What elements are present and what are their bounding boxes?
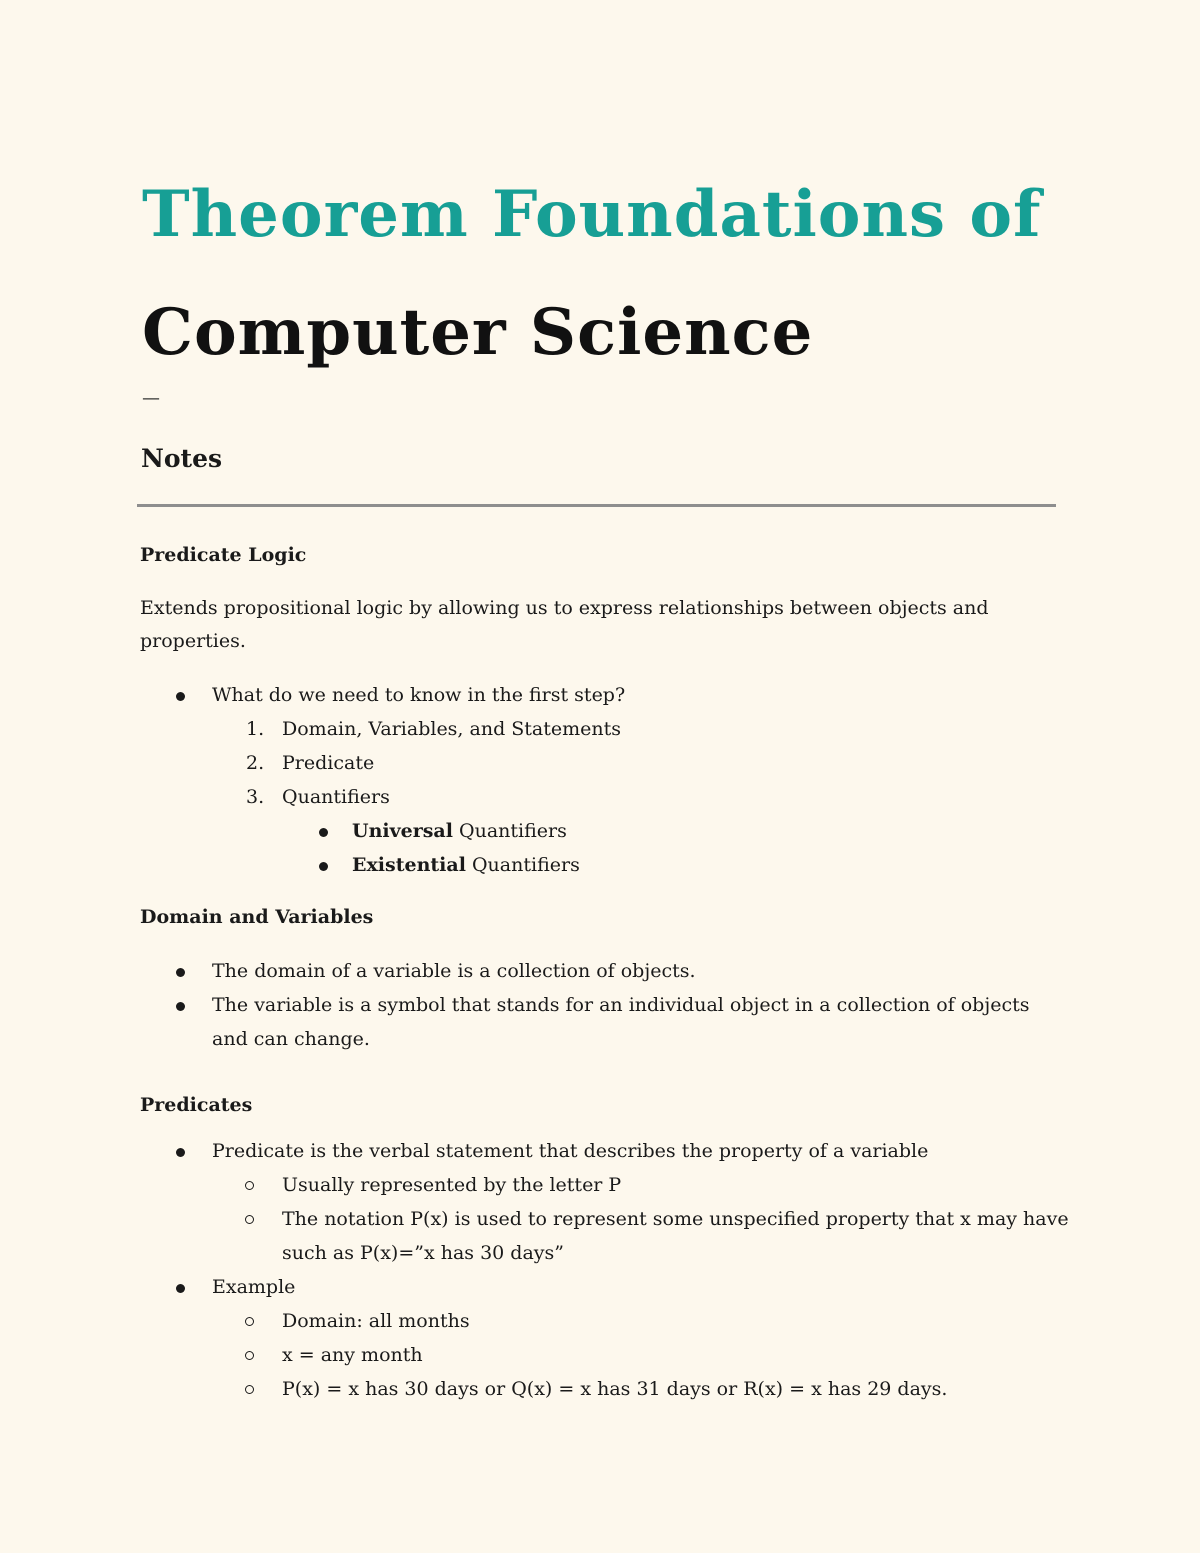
bullet-icon <box>319 862 328 871</box>
horizontal-divider <box>137 504 1056 507</box>
title-dash: — <box>142 388 160 409</box>
list-item <box>246 746 1070 780</box>
circle-bullet-icon <box>245 1351 254 1360</box>
title-line-2: Computer Science <box>142 295 814 370</box>
quantifier-rest: Quantifiers <box>459 820 567 842</box>
item-text: The variable is a symbol that stands for an individual object in a collection of objects and can change. <box>212 994 1030 1050</box>
quantifier-rest: Quantifiers <box>471 854 580 876</box>
quantifier-bold: Existential <box>352 854 466 876</box>
predicate-logic-description: Extends propositional logic by allowing us to express relationships between objects and properties. <box>140 597 989 652</box>
circle-bullet-icon <box>245 1181 254 1190</box>
item-text: The domain of a variable is a collection of objects. <box>212 960 696 982</box>
circle-bullet-icon <box>245 1385 254 1394</box>
item-text: x = any month <box>282 1344 423 1366</box>
list-item <box>246 780 1070 882</box>
predicate-logic-list <box>140 678 1070 882</box>
notes-content <box>140 538 1070 1406</box>
step-text: Predicate <box>282 752 375 774</box>
list-item <box>282 1168 1070 1202</box>
list-item <box>282 1338 1070 1372</box>
bullet-icon <box>176 1284 185 1293</box>
steps-list <box>212 712 1070 882</box>
predicates-heading: Predicates <box>140 1094 253 1116</box>
bullet-icon <box>176 1148 185 1157</box>
list-item <box>212 678 1070 882</box>
list-item <box>212 988 1070 1056</box>
item-text: Usually represented by the letter P <box>282 1174 622 1196</box>
list-item <box>212 1270 1070 1406</box>
step-number: 3. <box>246 786 265 808</box>
step-number: 1. <box>246 718 265 740</box>
predicate-logic-heading: Predicate Logic <box>140 544 307 566</box>
domain-variables-list <box>140 954 1070 1056</box>
item-text: The notation P(x) is used to represent some unspecified property that x may have such as P(x)=”x has 30 days” <box>282 1208 1069 1264</box>
step-text: Quantifiers <box>282 786 390 808</box>
notes-heading: Notes <box>141 444 223 473</box>
list-item <box>282 1372 1070 1406</box>
bullet-icon <box>176 1002 185 1011</box>
list-item <box>212 1134 1070 1270</box>
example-sublist <box>212 1304 1070 1406</box>
list-item <box>352 814 1070 848</box>
quantifiers-list <box>282 814 1070 882</box>
step-text: Domain, Variables, and Statements <box>282 718 622 740</box>
quantifier-bold: Universal <box>352 820 453 842</box>
item-text: Domain: all months <box>282 1310 470 1332</box>
list-item <box>282 1202 1070 1270</box>
bullet-icon <box>319 828 328 837</box>
circle-bullet-icon <box>245 1215 254 1224</box>
bullet-icon <box>176 692 185 701</box>
step-number: 2. <box>246 752 265 774</box>
item-text: P(x) = x has 30 days or Q(x) = x has 31 days or R(x) = x has 29 days. <box>282 1378 948 1400</box>
item-text: Example <box>212 1276 296 1298</box>
predicates-list <box>140 1134 1070 1406</box>
title-line-1: Theorem Foundations of <box>142 177 1042 252</box>
circle-bullet-icon <box>245 1317 254 1326</box>
bullet-icon <box>176 968 185 977</box>
question-text: What do we need to know in the first step? <box>212 684 626 706</box>
item-text: Predicate is the verbal statement that describes the property of a variable <box>212 1140 929 1162</box>
domain-variables-heading: Domain and Variables <box>140 906 374 928</box>
list-item <box>352 848 1070 882</box>
list-item <box>246 712 1070 746</box>
list-item <box>282 1304 1070 1338</box>
list-item <box>212 954 1070 988</box>
predicates-sublist <box>212 1168 1070 1270</box>
